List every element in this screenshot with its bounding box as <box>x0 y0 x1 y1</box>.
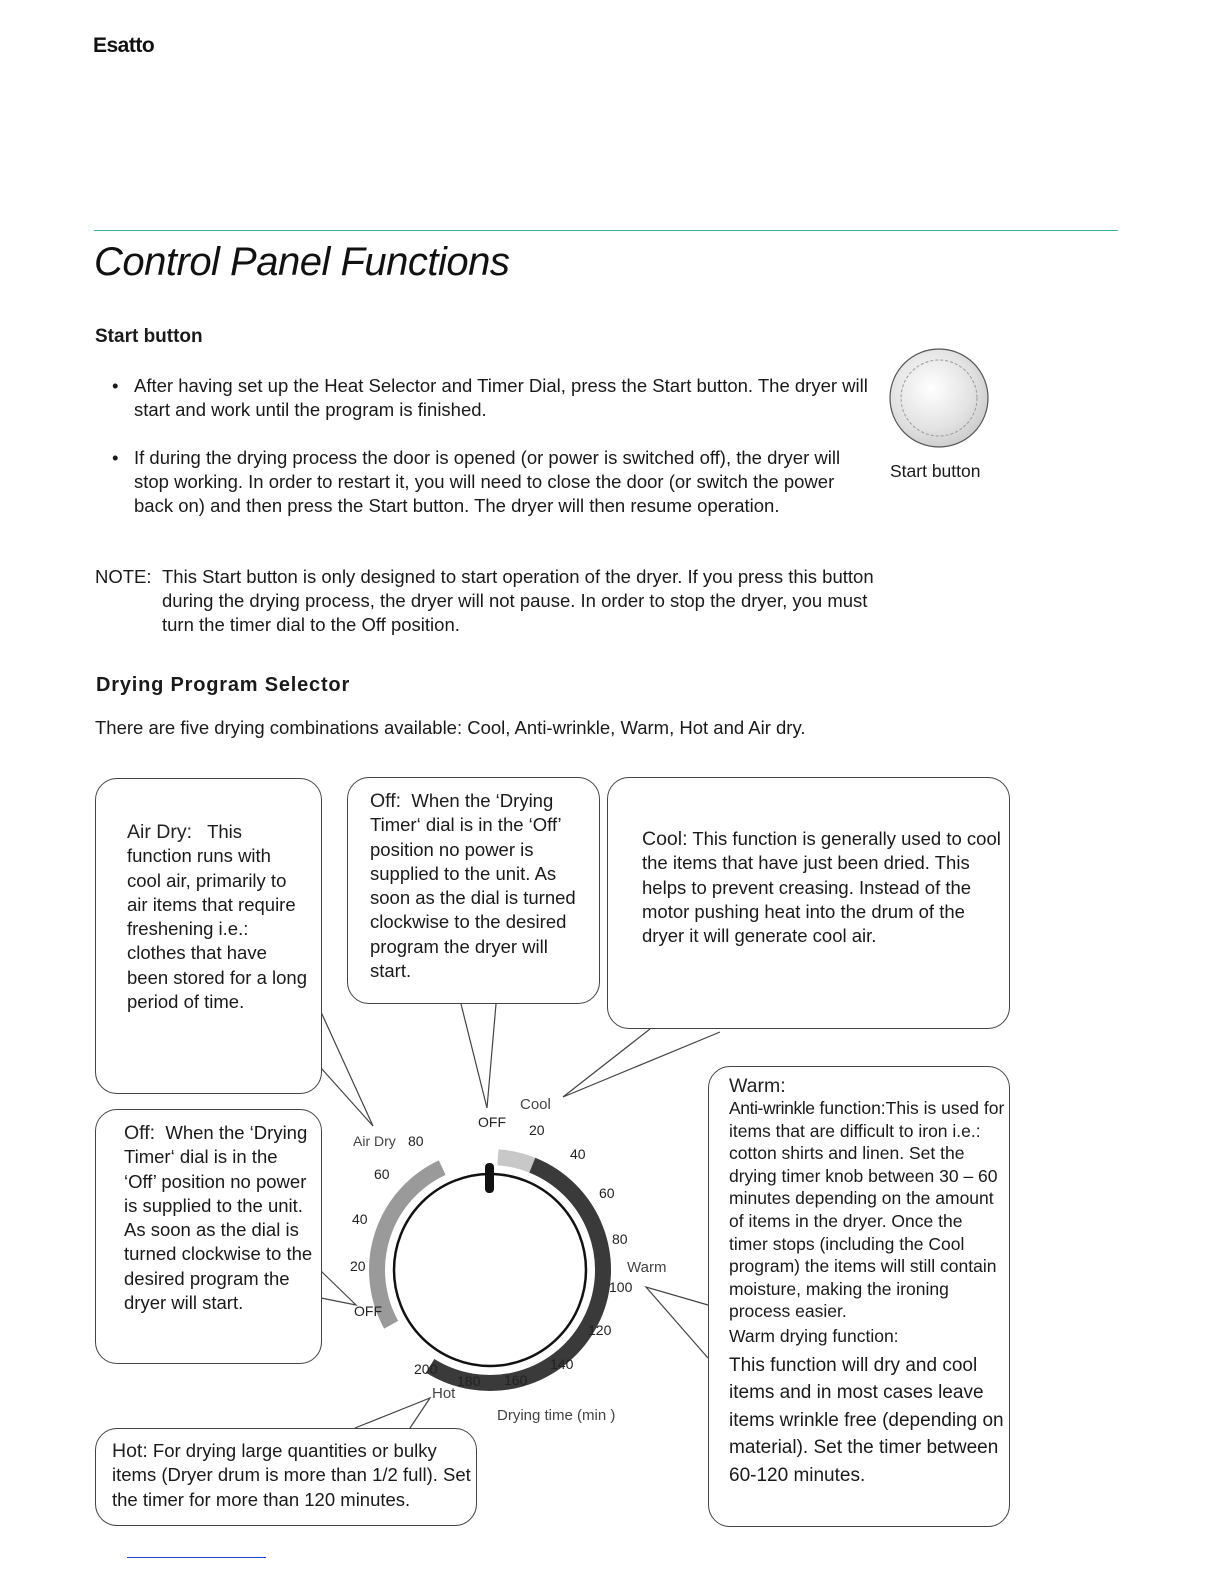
off-top-term: Off: <box>370 790 402 812</box>
air-dry-text: This function runs with cool air, primarily to air items that require freshening i.e.: clothes that have been stored for a long period of time. <box>127 821 307 1013</box>
air-dry-tick-60: 60 <box>374 1166 390 1182</box>
anti-wrinkle-text: function:This is used for items that are difficult to iron i.e.: cotton shirts and linen. Set the drying timer knob between 30 – 60 minutes depending on the amount of items in the dryer. Once the timer stops (including the Cool program) the items will still contain moisture, making the ironing process easier. <box>729 1098 1005 1322</box>
dial-hot-label: Hot <box>432 1385 456 1402</box>
start-bullet-1-text: After having set up the Heat Selector and Timer Dial, press the Start button. The dryer will start and work until the program is finished. <box>134 375 868 420</box>
start-bullet-2-text: If during the drying process the door is opened (or power is switched off), the dryer will stop working. In order to restart it, you will need to close the door (or switch the power back on) and then press the Start button. The dryer will then resume operation. <box>134 447 841 516</box>
air-dry-tick-80: 80 <box>408 1133 424 1149</box>
air-dry-tick-40: 40 <box>352 1211 368 1227</box>
off-top-text: When the ‘Drying Timer‘ dial is in the ‘Off’ position no power is supplied to the unit. As soon as the dial is turned clockwise to the desired program the dryer will start. <box>370 790 576 982</box>
dial-air-dry-label: Air Dry <box>353 1133 396 1149</box>
timer-tick-60: 60 <box>599 1185 615 1201</box>
timer-tick-80: 80 <box>612 1231 628 1247</box>
bullet-dot: • <box>112 447 119 468</box>
callout-off-top <box>347 777 600 1004</box>
start-button-heading: Start button <box>95 326 203 347</box>
air-dry-term: Air Dry: <box>127 821 192 843</box>
footer-link-underline <box>127 1557 266 1558</box>
page-title: Control Panel Functions <box>94 240 510 284</box>
dial-knob <box>394 1174 586 1366</box>
timer-tick-160: 160 <box>504 1372 528 1388</box>
drying-intro: There are five drying combinations available: Cool, Anti-wrinkle, Warm, Hot and Air dry. <box>95 717 806 738</box>
warm-drying-text: This function will dry and cool items and in most cases leave items wrinkle free (depending on material). Set the timer between 60-120 minutes. <box>729 1354 1004 1486</box>
timer-dial <box>330 1096 667 1440</box>
start-button-caption: Start button <box>890 461 981 481</box>
cool-text: This function is generally used to cool the items that have just been dried. This helps to prevent creasing. Instead of the motor pushing heat into the drum of the dryer it will generate cool air. <box>642 828 1001 947</box>
off-left-term: Off: <box>124 1122 156 1144</box>
note-text: This Start button is only designed to start operation of the dryer. If you press this button during the drying process, the dryer will not pause. In order to stop the dryer, you must turn the timer dial to the Off position. <box>162 566 874 635</box>
dial-cool-label: Cool <box>520 1096 551 1113</box>
timer-tick-100: 100 <box>609 1279 633 1295</box>
brand-logo: Esatto <box>93 34 155 57</box>
timer-tick-140: 140 <box>550 1356 574 1372</box>
callout-air-dry <box>95 778 322 1094</box>
timer-tick-20: 20 <box>529 1122 545 1138</box>
drying-time-caption: Drying time (min ) <box>497 1407 616 1424</box>
drying-selector-heading: Drying Program Selector <box>96 674 351 696</box>
callout-cool <box>607 777 1010 1029</box>
hot-term: Hot: <box>112 1440 148 1462</box>
dial-off-top: OFF <box>478 1114 506 1130</box>
timer-tick-180: 180 <box>457 1373 481 1389</box>
cool-term: Cool: <box>642 828 688 850</box>
dial-off-left: OFF <box>354 1303 382 1319</box>
timer-tick-200: 200 <box>414 1361 438 1377</box>
callout-hot <box>95 1428 477 1526</box>
off-left-text: When the ‘Drying Timer‘ dial is in the ‘Off’ position no power is supplied to the unit. As soon as the dial is turned clockwise to the desired program the dryer will start. <box>124 1122 313 1314</box>
warm-term: Warm: <box>729 1075 786 1097</box>
dial-warm-label: Warm <box>627 1259 667 1276</box>
warm-drying-label: Warm drying function: <box>729 1325 899 1346</box>
dial-pointer <box>485 1163 494 1193</box>
cool-band <box>498 1157 532 1165</box>
timer-tick-120: 120 <box>588 1322 612 1338</box>
timer-tick-40: 40 <box>570 1146 586 1162</box>
callout-warm <box>708 1066 1010 1527</box>
note-label: NOTE: <box>95 566 152 587</box>
hot-text: For drying large quantities or bulky items (Dryer drum is more than 1/2 full). Set the timer for more than 120 minutes. <box>112 1440 471 1510</box>
bullet-dot: • <box>112 375 119 396</box>
off-top-pointer <box>461 1004 496 1108</box>
anti-wrinkle-label: Anti-wrinkle <box>729 1098 815 1118</box>
air-dry-tick-20: 20 <box>350 1258 366 1274</box>
cool-pointer <box>563 1029 720 1097</box>
callout-off-left <box>95 1109 322 1364</box>
